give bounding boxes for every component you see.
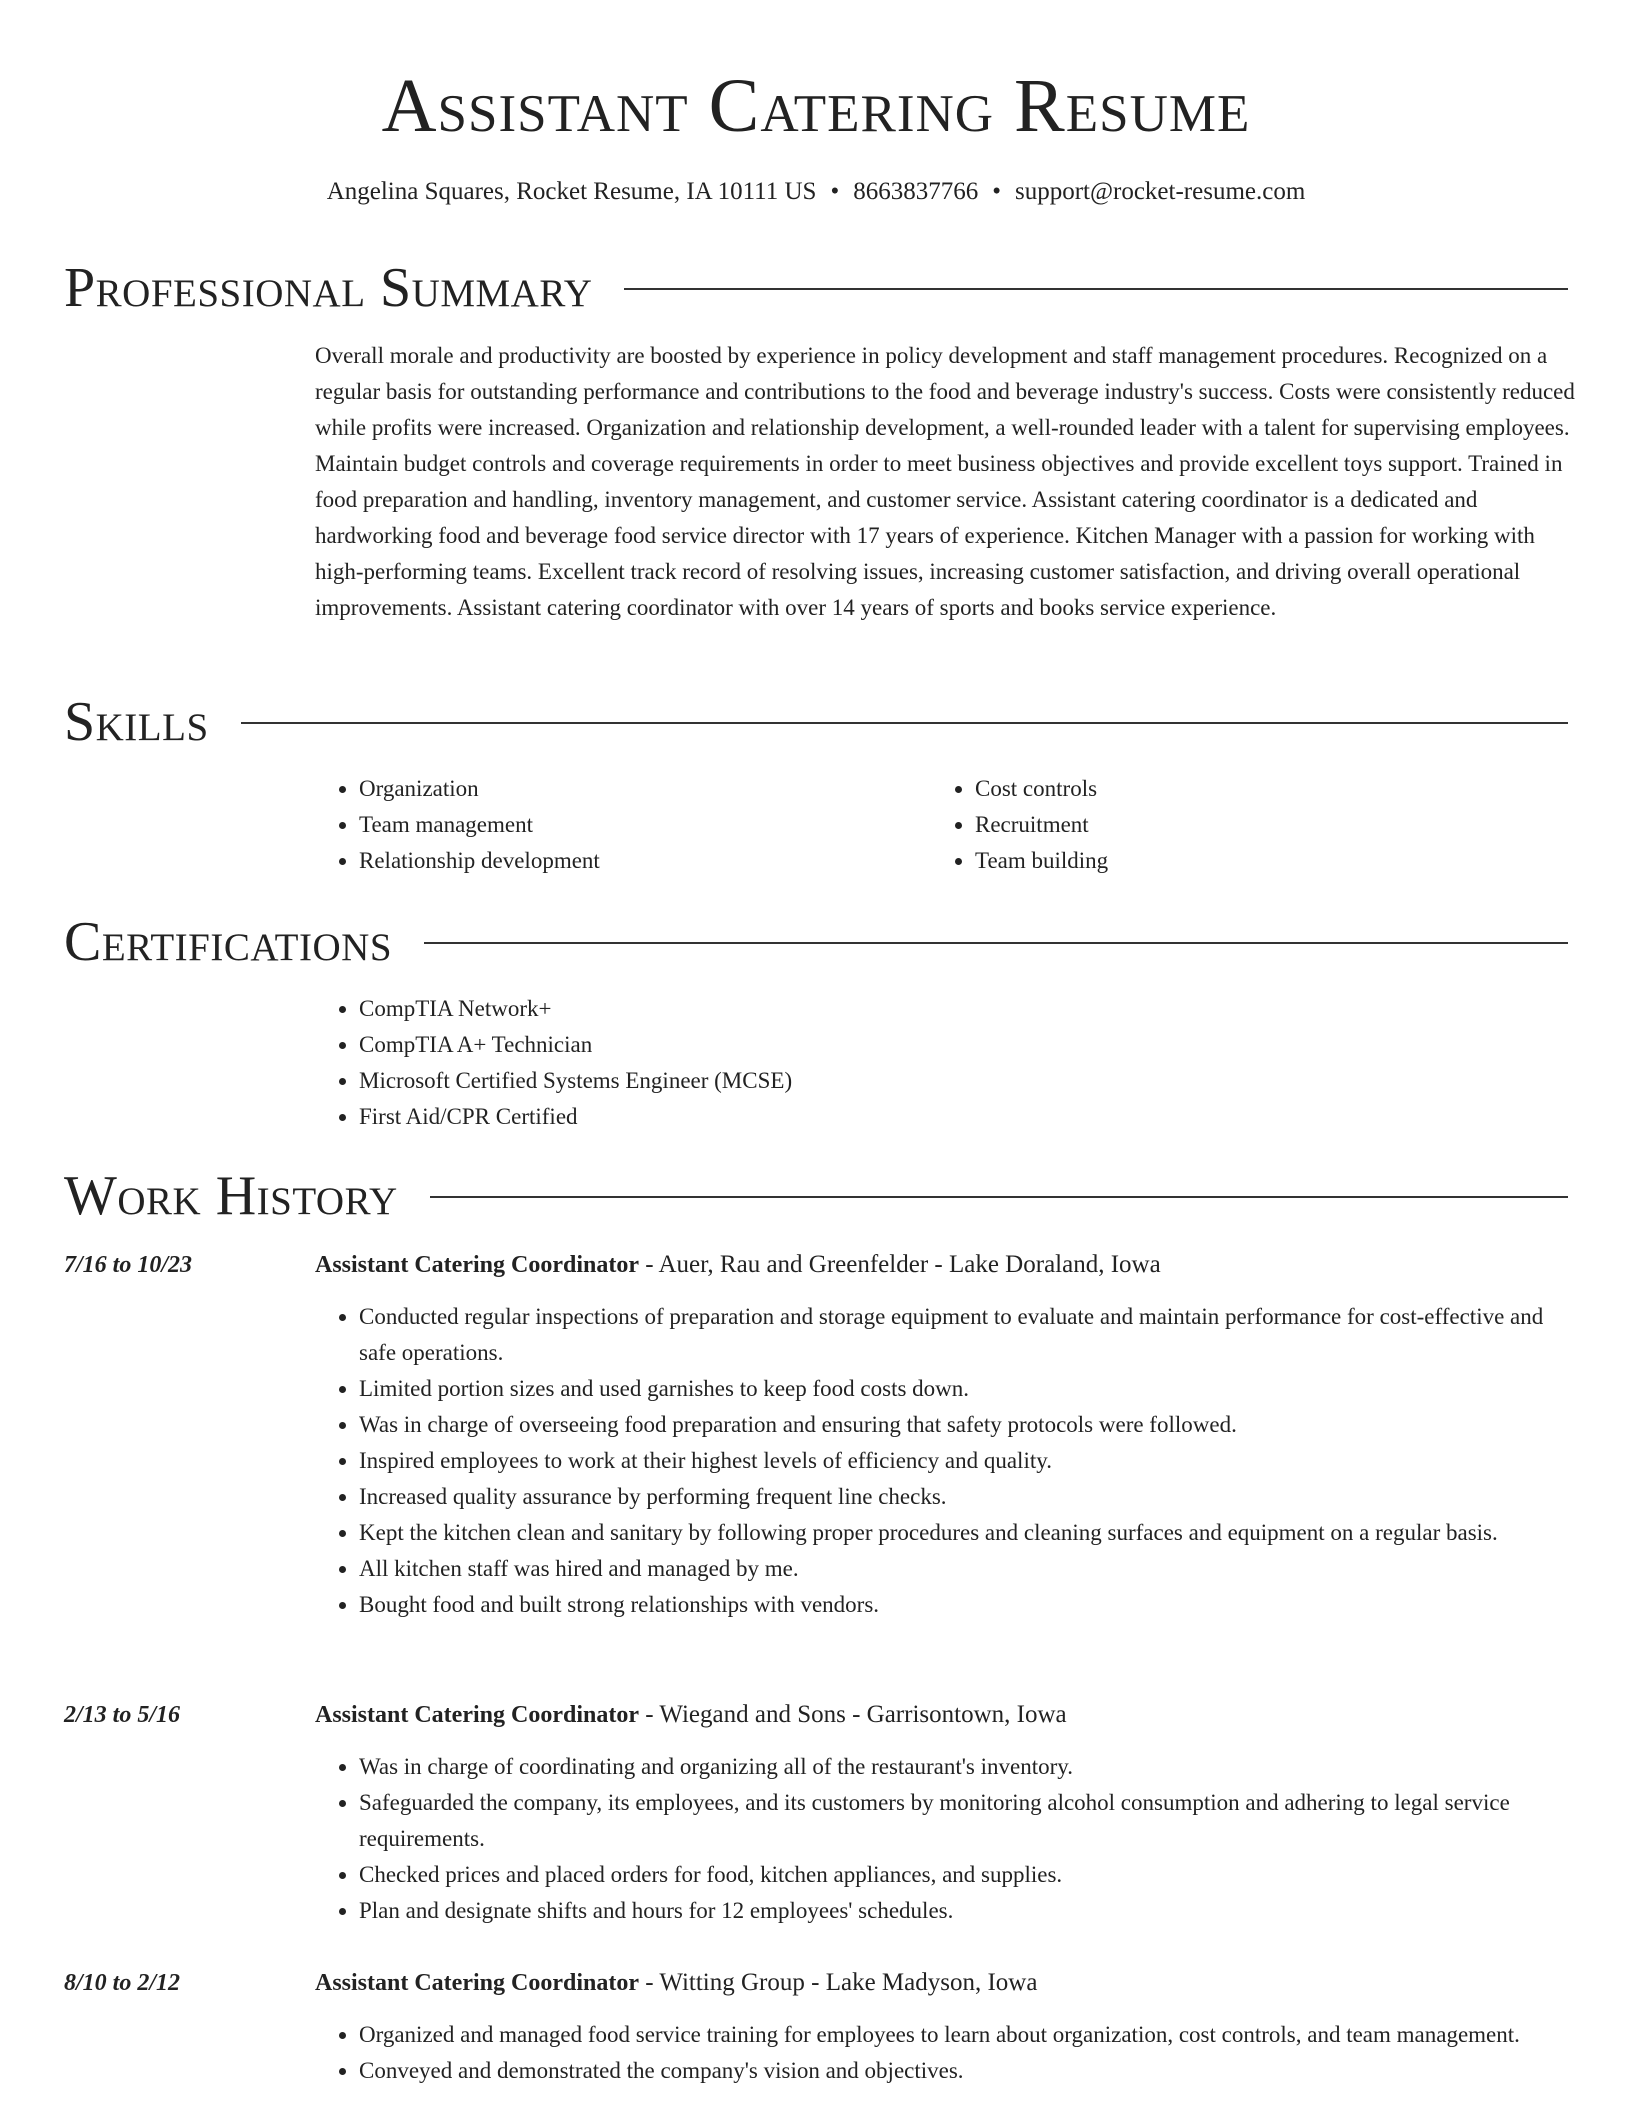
- job-header: [315, 1965, 1568, 2001]
- certifications-section-header: [64, 910, 1568, 974]
- job-dates: 8/10 to 2/12: [64, 1970, 181, 1996]
- certifications-list: [315, 991, 1315, 1135]
- duty-item: • Inspired employees to work at their highest levels of efficiency and quality.: [359, 1443, 1568, 1479]
- job-employer: - Wiegand and Sons - Garrisontown, Iowa: [639, 1701, 1067, 1728]
- resume-title: Assistant Catering Resume: [381, 64, 1251, 148]
- duty-item: • Conducted regular inspections of preparation and storage equipment to evaluate and maintain performance for cost-effective and safe operations.: [359, 1299, 1568, 1371]
- job-title: Assistant Catering Coordinator: [315, 1702, 639, 1728]
- duty-item: • Limited portion sizes and used garnishes to keep food costs down.: [359, 1371, 1568, 1407]
- duty-item: • Was in charge of overseeing food preparation and ensuring that safety protocols were followed.: [359, 1407, 1568, 1443]
- work-history-section-header: [64, 1164, 1568, 1228]
- job-employer: - Auer, Rau and Greenfelder - Lake Doraland, Iowa: [639, 1251, 1161, 1278]
- job-title: Assistant Catering Coordinator: [315, 1970, 639, 1996]
- duty-item: • Checked prices and placed orders for food, kitchen appliances, and supplies.: [359, 1857, 1568, 1893]
- skills-section-header: [64, 690, 1568, 754]
- duty-item: • Was in charge of coordinating and organizing all of the restaurant's inventory.: [359, 1749, 1568, 1785]
- summary-section-header: [64, 256, 1568, 320]
- duty-item: • Safeguarded the company, its employees, and its customers by monitoring alcohol consumption and adhering to legal service requirements.: [359, 1785, 1568, 1857]
- job-dates: 2/13 to 5/16: [64, 1702, 181, 1728]
- contact-line: [0, 174, 1632, 210]
- skills-column-left: [315, 771, 915, 879]
- duty-item: • All kitchen staff was hired and managed by me.: [359, 1551, 1568, 1587]
- job-duties: [315, 1749, 1568, 1929]
- contact-email: support@rocket-resume.com: [1014, 178, 1306, 205]
- skill-item: • Relationship development: [359, 843, 915, 879]
- certification-item: • CompTIA A+ Technician: [359, 1027, 1315, 1063]
- job-employer: - Witting Group - Lake Madyson, Iowa: [639, 1969, 1038, 1996]
- duty-item: • Kept the kitchen clean and sanitary by following proper procedures and cleaning surfaces and equipment on a regular basis.: [359, 1515, 1568, 1551]
- job-duties: [315, 1299, 1568, 1623]
- summary-text: Overall morale and productivity are boosted by experience in policy development and staff management procedures. Recognized on a regular basis for outstanding performance and contributions to the food and beverage industry's success. Costs were consistently reduced while profits were increased. Organization and relationship development, a well-rounded leader with a talent for supervising employees. Maintain budget controls and coverage requirements in order to meet business objectives and provide excellent toys support. Trained in food preparation and handling, inventory management, and customer service. Assistant catering coordinator is a dedicated and hardworking food and beverage food service director with 17 years of experience. Kitchen Manager with a passion for working with high-performing teams. Excellent track record of resolving issues, increasing customer satisfaction, and driving overall operational improvements. Assistant catering coordinator with over 14 years of sports and books service experience.: [315, 343, 1575, 620]
- section-divider: [624, 288, 1568, 290]
- job-header: [315, 1247, 1568, 1283]
- work-history-heading: Work History: [64, 1165, 398, 1227]
- certifications-heading: Certifications: [64, 911, 393, 973]
- skill-item: • Recruitment: [975, 807, 1531, 843]
- certification-item: • First Aid/CPR Certified: [359, 1099, 1315, 1135]
- job-title: Assistant Catering Coordinator: [315, 1252, 639, 1278]
- section-divider: [241, 722, 1568, 724]
- contact-address: Angelina Squares, Rocket Resume, IA 10111 US: [326, 178, 817, 205]
- duty-item: • Conveyed and demonstrated the company's vision and objectives.: [359, 2053, 1568, 2089]
- skill-item: • Cost controls: [975, 771, 1531, 807]
- duty-item: • Organized and managed food service training for employees to learn about organization, cost controls, and team management.: [359, 2017, 1568, 2053]
- job-dates: 7/16 to 10/23: [64, 1252, 193, 1278]
- duty-item: • Increased quality assurance by performing frequent line checks.: [359, 1479, 1568, 1515]
- contact-phone: 8663837766: [853, 178, 979, 205]
- skill-item: • Organization: [359, 771, 915, 807]
- job-header: [315, 1697, 1568, 1733]
- job-duties: [315, 2017, 1568, 2089]
- section-divider: [430, 1196, 1568, 1198]
- certification-item: • CompTIA Network+: [359, 991, 1315, 1027]
- certification-item: • Microsoft Certified Systems Engineer (MCSE): [359, 1063, 1315, 1099]
- contact-separator: •: [830, 178, 840, 205]
- skills-heading: Skills: [64, 691, 209, 753]
- duty-item: • Plan and designate shifts and hours for 12 employees' schedules.: [359, 1893, 1568, 1929]
- skill-item: • Team building: [975, 843, 1531, 879]
- skills-column-right: [931, 771, 1531, 879]
- section-divider: [424, 942, 1568, 944]
- skill-item: • Team management: [359, 807, 915, 843]
- summary-heading: Professional Summary: [64, 257, 593, 319]
- duty-item: • Bought food and built strong relationships with vendors.: [359, 1587, 1568, 1623]
- contact-separator: •: [992, 178, 1001, 205]
